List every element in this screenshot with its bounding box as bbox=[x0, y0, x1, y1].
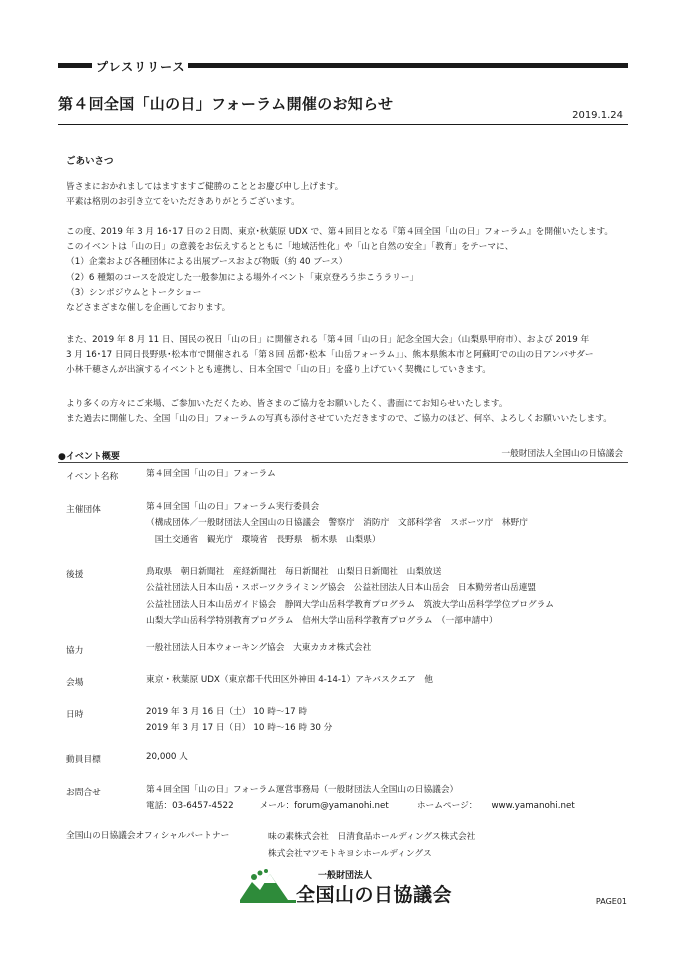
paragraph-line: より多くの方々にご来場、ご参加いただくため、皆さまのご協力をお願いしたく、書面にてお知らせいたします。 bbox=[66, 399, 508, 409]
contact-phone: 電話：03-6457-4522 bbox=[146, 801, 234, 812]
row-label-inquiry: お問合せ bbox=[66, 788, 101, 798]
value-line: 公益社団法人日本山岳・スポーツクライミング協会 公益社団法人日本山岳会 日本勤労者山岳連盟 bbox=[146, 583, 537, 594]
paragraph-line: また、2019 年 8 月 11 日、国民の祝日「山の日」に開催される「第４回「山の日」記念全国大会」（山梨県甲府市）、および 2019 年 bbox=[66, 335, 590, 345]
value-line: 2019 年 3 月 17 日（日） 10 時～16 時 30 分 bbox=[146, 723, 333, 734]
value-line: 公益社団法人日本山岳ガイド協会 静岡大学山岳科学教育プログラム 筑波大学山岳科学学位プログラム bbox=[146, 599, 554, 610]
value-line: 山梨大学山岳科学特別教育プログラム 信州大学山岳科学教育プログラム （一部申請中） bbox=[146, 616, 498, 627]
event-summary-divider bbox=[58, 462, 628, 463]
greeting-intro bbox=[66, 180, 626, 210]
row-value-support bbox=[146, 564, 554, 630]
value-line: 鳥取県 朝日新聞社 産経新聞社 毎日新聞社 山梨日日新聞社 山梨放送 bbox=[146, 567, 442, 577]
value-line: （構成団体／一般財団法人全国山の日協議会 警察庁 消防庁 文部科学省 スポーツ庁 林野庁 bbox=[146, 518, 528, 529]
row-value-organizer bbox=[146, 499, 528, 548]
value-line: 一般社団法人日本ウォーキング協会 大東カカオ株式会社 bbox=[146, 643, 372, 653]
row-value-target bbox=[146, 749, 188, 765]
value-line: 20,000 人 bbox=[146, 752, 188, 762]
paragraph-line: 平素は格別のお引き立てをいただきありがとうございます。 bbox=[66, 197, 300, 208]
paragraph-line: このイベントは「山の日」の意義をお伝えするとともに「地域活性化」や「山と自然の安全」「教育」をテーマに、 bbox=[66, 242, 514, 253]
row-value-event-name bbox=[146, 466, 276, 482]
value-line: 第４回全国「山の日」フォーラム運営事務局（一般財団法人全国山の日協議会） bbox=[146, 785, 459, 795]
paragraph-line: （1）企業および各種団体による出展ブースおよび物販（約 40 ブース） bbox=[66, 257, 348, 268]
value-line: 第４回全国「山の日」フォーラム実行委員会 bbox=[146, 502, 320, 512]
contact-line bbox=[146, 798, 575, 814]
closing-paragraph bbox=[66, 397, 626, 427]
value-line: 国土交通省 観光庁 環境省 長野県 栃木県 山梨県） bbox=[146, 534, 381, 545]
row-label-support: 後援 bbox=[66, 570, 84, 580]
partners-list bbox=[268, 829, 475, 863]
paragraph-line: また過去に開催した、全国「山の日」フォーラムの写真も添付させていただきますので、ご協力のほど、何卒、よろしくお願いいたします。 bbox=[66, 414, 612, 425]
paragraph-line: 小林千穂さんが出演するイベントとも連携し、日本全国で「山の日」を盛り上げていく契機にしていきます。 bbox=[66, 365, 491, 376]
page-number: PAGE01 bbox=[595, 897, 627, 906]
value-line: 2019 年 3 月 16 日（土） 10 時～17 時 bbox=[146, 707, 308, 717]
title-divider bbox=[58, 124, 628, 125]
row-value-datetime bbox=[146, 704, 332, 737]
row-label-organizer: 主催団体 bbox=[66, 505, 101, 515]
page-title: 第４回全国「山の日」フォーラム開催のお知らせ bbox=[58, 95, 394, 113]
event-summary-heading: ●イベント概要 bbox=[58, 452, 120, 462]
collaboration-paragraph bbox=[66, 333, 626, 379]
greeting-heading: ごあいさつ bbox=[66, 156, 114, 167]
paragraph-line: （3）シンポジウムとトークショー bbox=[66, 287, 202, 298]
row-value-venue bbox=[146, 672, 433, 688]
logo-title: 全国山の日協議会 bbox=[296, 884, 453, 906]
row-label-target: 動員目標 bbox=[66, 755, 101, 765]
row-value-cooperation bbox=[146, 640, 371, 656]
partner-line: 株式会社マツモトキヨシホールディングス bbox=[268, 849, 432, 859]
row-label-event-name: イベント名称 bbox=[66, 472, 119, 482]
partners-label: 全国山の日協議会オフィシャルパートナー bbox=[66, 831, 230, 841]
logo-subtitle: 一般財団法人 bbox=[318, 871, 373, 881]
organization-name: 一般財団法人全国山の日協議会 bbox=[501, 449, 623, 459]
row-label-venue: 会場 bbox=[66, 678, 84, 688]
mountain-logo-icon bbox=[238, 868, 298, 904]
row-label-datetime: 日時 bbox=[66, 710, 84, 720]
value-line: 第４回全国「山の日」フォーラム bbox=[146, 469, 276, 479]
contact-web-url[interactable]: www.yamanohi.net bbox=[491, 801, 575, 812]
row-label-cooperation: 協力 bbox=[66, 646, 84, 656]
paragraph-line: 皆さまにおかれましてはますますご健勝のこととお慶び申し上げます。 bbox=[66, 182, 344, 192]
press-release-label: プレスリリース bbox=[96, 60, 186, 74]
partner-line: 味の素株式会社 日清食品ホールディングス株式会社 bbox=[268, 832, 476, 842]
value-line: 東京・秋葉原 UDX（東京都千代田区外神田 4-14-1）アキバスクエア 他 bbox=[146, 675, 433, 685]
contact-web-label: ホームページ： bbox=[416, 801, 478, 812]
release-date: 2019.1.24 bbox=[572, 110, 623, 121]
contact-mail[interactable]: メール：forum@yamanohi.net bbox=[259, 801, 389, 812]
paragraph-line: この度、2019 年 3 月 16･17 日の２日間、東京･秋葉原 UDX で、第４回目となる『第４回全国「山の日」フォーラム』を開催いたします。 bbox=[66, 227, 614, 237]
header-bar-left bbox=[58, 63, 92, 68]
header-bar-right bbox=[188, 63, 628, 68]
event-description bbox=[66, 225, 626, 316]
paragraph-line: 3 月 16･17 日同日長野県･松本市で開催される「第８回 岳都･松本「山岳フォーラム」」、熊本県熊本市と阿蘇町での山の日アンバサダー bbox=[66, 350, 594, 361]
paragraph-line: （2）6 種類のコースを設定した一般参加による場外イベント「東京登ろう歩こうラリー」 bbox=[66, 272, 419, 283]
row-value-inquiry bbox=[146, 782, 575, 815]
paragraph-line: などさまざまな催しを企画しております。 bbox=[66, 302, 231, 313]
